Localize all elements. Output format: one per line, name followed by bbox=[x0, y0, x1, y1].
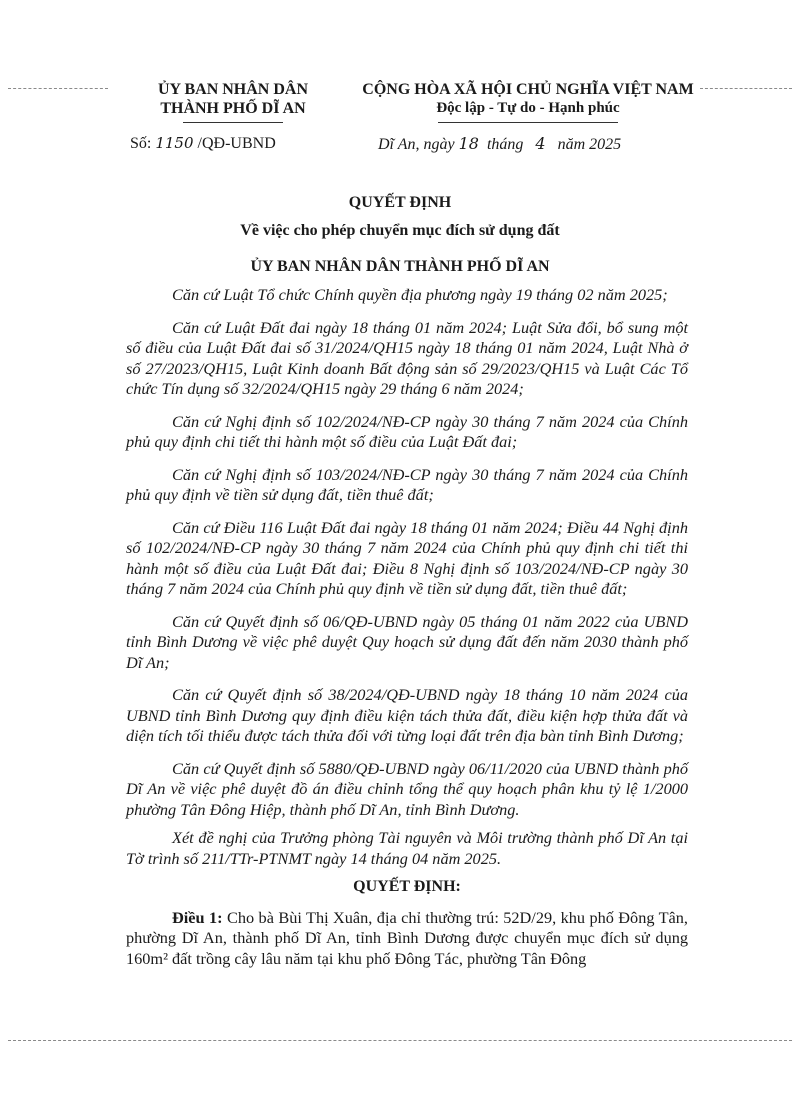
legal-basis-paragraph: Căn cứ Điều 116 Luật Đất đai ngày 18 tháng 01 năm 2024; Điều 44 Nghị định số 102/2024/NĐ-CP ngày 30 tháng 7 năm 2024 của Chính phủ quy định chi tiết thi hành một số điều của Luật Đất đai; Điều 8 Nghị định số 103/2024/NĐ-CP ngày 30 tháng 7 năm 2024 của Chính phủ quy định về tiền sử dụng đất, tiền thuê đất; bbox=[126, 517, 688, 598]
scan-artifact-line bbox=[8, 1040, 792, 1041]
article-1-text: Cho bà Bùi Thị Xuân, địa chỉ thường trú: 52D/29, khu phố Đông Tân, phường Dĩ An, thành phố Dĩ An, tỉnh Bình Dương được chuyển mục đích sử dụng 160m² đất trồng cây lâu năm tại khu phố Đông Tác, phường Tân Đông bbox=[126, 907, 688, 968]
legal-basis-paragraph: Căn cứ Nghị định số 102/2024/NĐ-CP ngày 30 tháng 7 năm 2024 của Chính phủ quy định chi tiết thi hành một số điều của Luật Đất đai; bbox=[126, 411, 688, 451]
authority-line-2: THÀNH PHỐ DĨ AN bbox=[160, 100, 306, 117]
doc-number-suffix: /QĐ-UBND bbox=[193, 135, 276, 152]
national-motto: Độc lập - Tự do - Hạnh phúc bbox=[436, 100, 620, 116]
scan-artifact-line bbox=[8, 88, 108, 89]
legal-basis-paragraph: Căn cứ Luật Tổ chức Chính quyền địa phương ngày 19 tháng 02 năm 2025; bbox=[172, 285, 668, 304]
legal-basis-paragraph: Căn cứ Luật Đất đai ngày 18 tháng 01 năm 2024; Luật Sửa đổi, bổ sung một số điều của Luật Đất đai số 31/2024/QH15 ngày 18 tháng 01 năm 2024, Luật Nhà ở số 27/2023/QH15, Luật Kinh doanh Bất động sản số 29/2023/QH15 và Luật Các Tổ chức Tín dụng số 32/2024/QH15 ngày 29 tháng 6 năm 2024; bbox=[126, 317, 688, 398]
authority-heading: ỦY BAN NHÂN DÂN THÀNH PHỐ DĨ AN bbox=[250, 258, 550, 275]
year-label: năm 2025 bbox=[545, 136, 622, 153]
place-date-prefix: Dĩ An, ngày bbox=[378, 136, 459, 153]
document-title: QUYẾT ĐỊNH bbox=[348, 194, 452, 211]
authority-line-1: ỦY BAN NHÂN DÂN bbox=[157, 81, 309, 98]
legal-basis-paragraph: Căn cứ Nghị định số 103/2024/NĐ-CP ngày 30 tháng 7 năm 2024 của Chính phủ quy định về tiền sử dụng đất, tiền thuê đất; bbox=[126, 464, 688, 504]
national-header bbox=[332, 80, 724, 123]
month-label: tháng bbox=[478, 136, 536, 153]
date-month: 4 bbox=[535, 134, 546, 153]
legal-basis-paragraph: Căn cứ Quyết định số 38/2024/QĐ-UBND ngày 18 tháng 10 năm 2024 của UBND tỉnh Bình Dương quy định điều kiện tách thửa đất, điều kiện hợp thửa đất và diện tích tối thiểu được tách thửa đối với từng loại đất trên địa bàn tỉnh Bình Dương; bbox=[126, 685, 688, 745]
doc-number-handwritten: 1150 bbox=[155, 134, 194, 152]
legal-basis-paragraph: Căn cứ Quyết định số 5880/QĐ-UBND ngày 06/11/2020 của UBND thành phố Dĩ An về việc phê duyệt đồ án điều chỉnh tổng thể quy hoạch phân khu tỷ lệ 1/2000 phường Tân Đông Hiệp, thành phố Dĩ An, tỉnh Bình Dương. bbox=[126, 758, 688, 819]
motto-underline bbox=[438, 122, 618, 123]
header-underline bbox=[183, 122, 283, 123]
document-subtitle: Về việc cho phép chuyển mục đích sử dụng đất bbox=[240, 222, 560, 239]
legal-basis-paragraph: Căn cứ Quyết định số 06/QĐ-UBND ngày 05 tháng 01 năm 2022 của UBND tỉnh Bình Dương về việc phê duyệt Quy hoạch sử dụng đất đến năm 2030 thành phố Dĩ An; bbox=[126, 611, 688, 672]
national-title: CỘNG HÒA XÃ HỘI CHỦ NGHĨA VIỆT NAM bbox=[362, 81, 694, 98]
doc-number-prefix: Số: bbox=[130, 135, 156, 152]
date-day: 18 bbox=[458, 134, 479, 153]
decision-heading: QUYẾT ĐỊNH: bbox=[353, 878, 461, 895]
issuing-authority-header bbox=[118, 80, 348, 123]
document-body bbox=[126, 285, 688, 969]
place-and-date bbox=[378, 134, 621, 154]
document-number bbox=[130, 134, 276, 153]
article-1 bbox=[126, 908, 688, 970]
article-1-label: Điều 1: bbox=[172, 907, 223, 927]
proposal-paragraph: Xét đề nghị của Trưởng phòng Tài nguyên và Môi trường thành phố Dĩ An tại Tờ trình số 211/TTr-PTNMT ngày 14 tháng 04 năm 2025. bbox=[126, 828, 688, 868]
